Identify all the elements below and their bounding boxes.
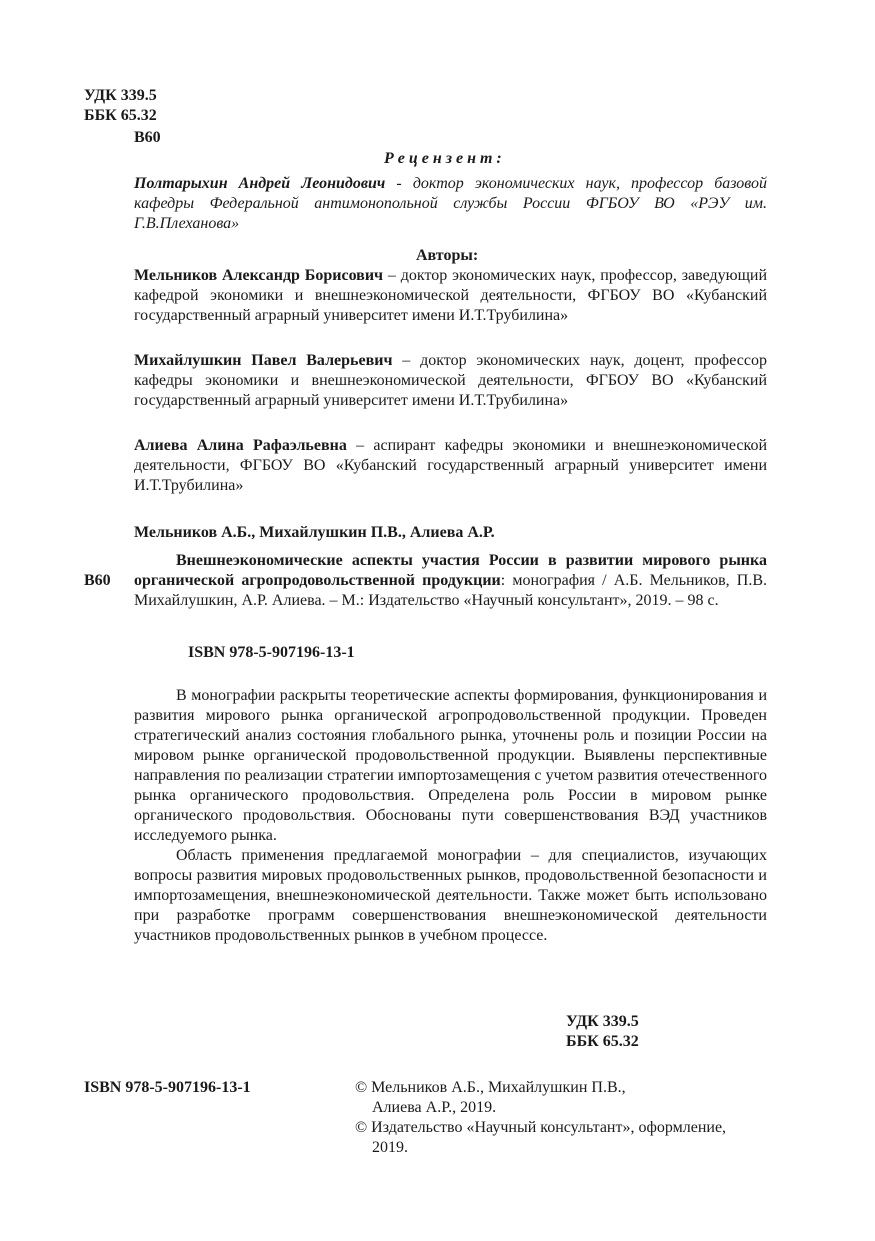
citation-isbn: ISBN 978-5-907196-13-1 <box>188 644 355 661</box>
abstract-paragraph-1: В монографии раскрыты теоретические аспекты формирования, функционирования и развития мирового рынка органической агропродовольственной продукции. Проведен стратегический анализ состояния глобального рынка, уточнены роль и позиции России на мировом рынке органической продовольственной продукции. Выявлены перспективные направления по реализации стратегии импортозамещения с учетом развития отечественного рынка органического продовольствия. Определена роль России в мировом рынке органического продовольствия. Обоснованы пути совершенствования ВЭД участников исследуемого рынка. <box>134 687 767 844</box>
book-details: : монография / А.Б. Мельников, П.В. Михайлушкин, А.Р. Алиева. – М.: Издательство «Научный консультант», 2019. – 98 с. <box>134 572 767 609</box>
author-name: Михайлушкин Павел Валерьевич <box>134 352 393 369</box>
footer-isbn: ISBN 978-5-907196-13-1 <box>84 1079 251 1096</box>
udk-header: УДК 339.5 <box>84 87 157 104</box>
copyright-line: 2019. <box>372 1139 408 1156</box>
author-description: – доктор экономических наук, доцент, профессор кафедры экономики и внешнеэкономической деятельности, ФГБОУ ВО «Кубанский государственный аграрный университет имени И.Т.Трубилина» <box>134 352 767 409</box>
citation-entry <box>134 551 767 611</box>
citation-code: В60 <box>84 572 111 589</box>
reviewer-name: Полтарыхин Андрей Леонидович <box>134 175 386 192</box>
book-title: Внешнеэкономические аспекты участия России в развитии мирового рынка органической агропродовольственной продукции <box>134 552 767 589</box>
author-2 <box>134 351 767 411</box>
author-description: – аспирант кафедры экономики и внешнеэкономической деятельности, ФГБОУ ВО «Кубанский государственный аграрный университет имени И.Т.Трубилина» <box>134 437 768 494</box>
bbk-footer: ББК 65.32 <box>566 1033 639 1050</box>
author-code: В60 <box>134 129 161 146</box>
abstract <box>134 686 767 946</box>
reviewer-description: - доктор экономических наук, профессор базовой кафедры Федеральной антимонопольной службы России ФГБОУ ВО «РЭУ им. Г.В.Плеханова» <box>134 175 768 232</box>
copyright-authors <box>355 1078 626 1118</box>
authors-heading: Авторы: <box>416 247 479 264</box>
copyright-line: Алиева А.Р., 2019. <box>372 1099 497 1116</box>
author-description: – доктор экономических наук, профессор, заведующий кафедрой экономики и внешнеэкономической деятельности, ФГБОУ ВО «Кубанский государственный аграрный университет имени И.Т.Трубилина» <box>134 267 768 324</box>
bbk-header: ББК 65.32 <box>84 107 157 124</box>
copyright-line: © Издательство «Научный консультант», оформление, <box>355 1119 727 1136</box>
citation-authors: Мельников А.Б., Михайлушкин П.В., Алиева А.Р. <box>134 524 495 541</box>
author-name: Мельников Александр Борисович <box>134 267 384 284</box>
reviewer-heading: Р е ц е н з е н т : <box>384 150 502 167</box>
author-name: Алиева Алина Рафаэльевна <box>134 437 347 454</box>
reviewer-block <box>134 174 767 234</box>
udk-footer: УДК 339.5 <box>566 1013 639 1030</box>
abstract-paragraph-2: Область применения предлагаемой монографии – для специалистов, изучающих вопросы развития мировых продовольственных рынков, продовольственной безопасности и импортозамещения, внешнеэкономической деятельности. Также может быть использовано при разработке программ совершенствования внешнеэкономической деятельности участников продовольственных рынков в учебном процессе. <box>134 847 767 944</box>
author-3 <box>134 436 767 496</box>
copyright-line: © Мельников А.Б., Михайлушкин П.В., <box>355 1079 626 1096</box>
copyright-publisher <box>355 1118 726 1158</box>
author-1 <box>134 266 767 326</box>
